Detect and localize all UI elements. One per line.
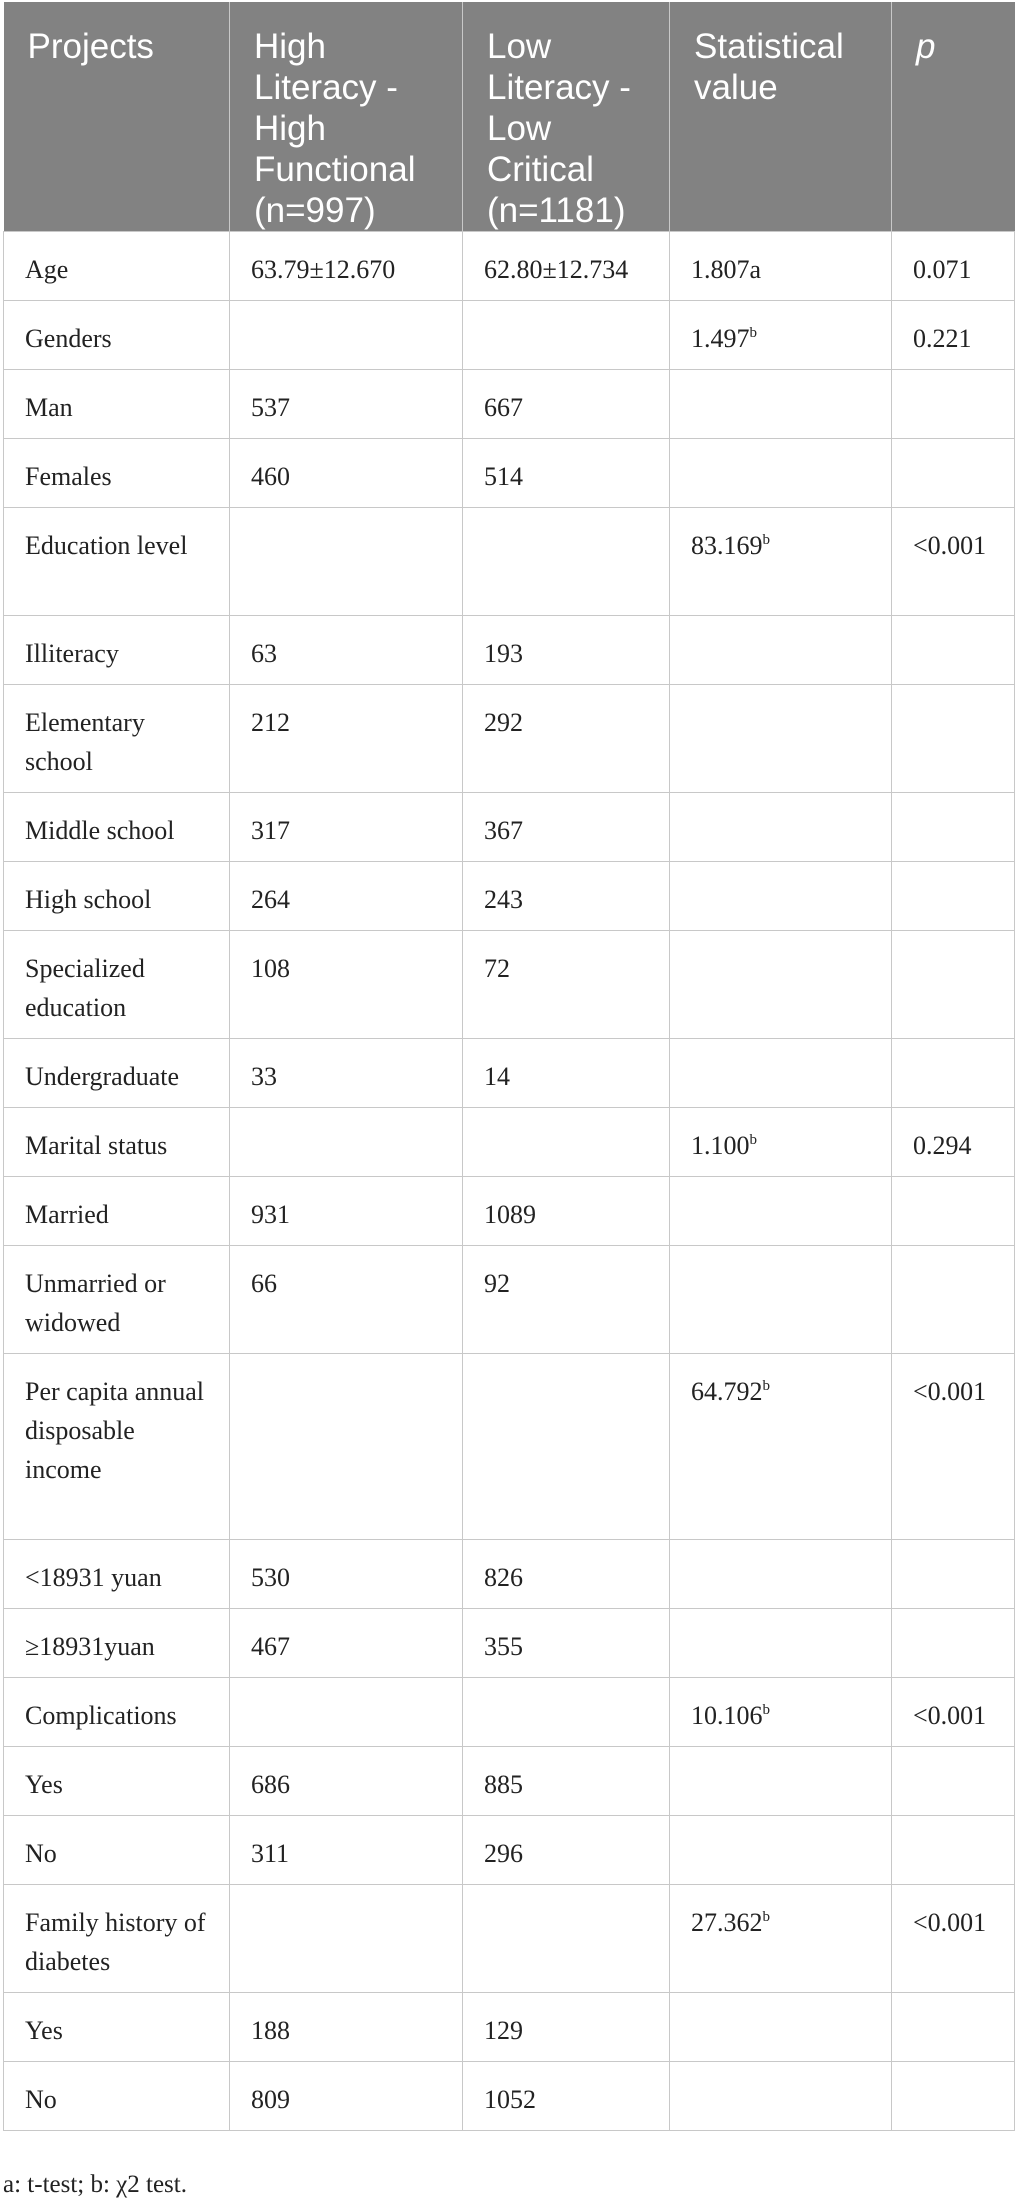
table-row [4,439,1015,508]
header-low-literacy: Low Literacy - Low Critical (n=1181) [463,2,670,232]
row-label: Married [4,1177,230,1246]
row-label: Females [4,439,230,508]
cell-statistical-value [670,1609,892,1678]
table-row [4,301,1015,370]
cell-statistical-value [670,1108,892,1177]
cell-statistical-value [670,1039,892,1108]
row-label: Genders [4,301,230,370]
stat-superscript: b [762,1702,770,1718]
row-label: Middle school [4,793,230,862]
cell-high-literacy: 264 [230,862,463,931]
cell-p-value [892,793,1015,862]
cell-p-value [892,1816,1015,1885]
cell-p-value [892,1177,1015,1246]
row-label: Age [4,232,230,301]
cell-low-literacy [463,1885,670,1993]
cell-statistical-value [670,2062,892,2131]
header-row [4,2,1015,232]
stat-value: 27.362 [691,1908,763,1937]
cell-p-value [892,1246,1015,1354]
row-label: Undergraduate [4,1039,230,1108]
cell-low-literacy: 72 [463,931,670,1039]
cell-statistical-value [670,301,892,370]
cell-high-literacy [230,1108,463,1177]
cell-low-literacy: 514 [463,439,670,508]
row-label: Marital status [4,1108,230,1177]
cell-high-literacy: 108 [230,931,463,1039]
row-label: Elementary school [4,685,230,793]
stat-value: 83.169 [691,531,763,560]
header-projects: Projects [4,2,230,232]
row-label: Yes [4,1993,230,2062]
cell-low-literacy: 92 [463,1246,670,1354]
cell-statistical-value [670,793,892,862]
cell-low-literacy: 129 [463,1993,670,2062]
cell-p-value [892,1540,1015,1609]
table-row [4,1039,1015,1108]
row-label: Education level [4,508,230,616]
cell-statistical-value [670,1885,892,1993]
table-row [4,1540,1015,1609]
cell-p-value: <0.001 [892,1678,1015,1747]
cell-high-literacy [230,1354,463,1540]
table-row [4,685,1015,793]
cell-low-literacy: 826 [463,1540,670,1609]
table-row [4,232,1015,301]
header-statistical-value: Statistical value [670,2,892,232]
cell-p-value [892,931,1015,1039]
stat-value: 64.792 [691,1377,763,1406]
cell-p-value [892,2062,1015,2131]
cell-statistical-value [670,862,892,931]
cell-p-value [892,1039,1015,1108]
cell-low-literacy: 355 [463,1609,670,1678]
cell-high-literacy: 311 [230,1816,463,1885]
row-label: Specialized education [4,931,230,1039]
cell-high-literacy: 63.79±12.670 [230,232,463,301]
cell-high-literacy [230,508,463,616]
cell-high-literacy: 188 [230,1993,463,2062]
cell-high-literacy: 317 [230,793,463,862]
cell-statistical-value [670,1678,892,1747]
cell-p-value: 0.294 [892,1108,1015,1177]
table-body [4,232,1015,2131]
cell-low-literacy: 885 [463,1747,670,1816]
table-row [4,616,1015,685]
stat-superscript: b [749,325,757,341]
row-label: Man [4,370,230,439]
cell-p-value [892,616,1015,685]
header-p [892,2,1015,232]
cell-p-value [892,439,1015,508]
stat-superscript: b [762,532,770,548]
cell-high-literacy: 931 [230,1177,463,1246]
cell-low-literacy [463,1354,670,1540]
table-row [4,1747,1015,1816]
cell-p-value [892,1747,1015,1816]
stat-superscript: b [762,1909,770,1925]
stat-superscript: b [762,1378,770,1394]
cell-statistical-value [670,931,892,1039]
table-row [4,2062,1015,2131]
stat-superscript: b [749,1132,757,1148]
row-label: Unmarried or widowed [4,1246,230,1354]
cell-high-literacy [230,1678,463,1747]
cell-p-value [892,370,1015,439]
cell-low-literacy [463,508,670,616]
stat-value: 1.807a [691,255,762,284]
table-row [4,1993,1015,2062]
cell-low-literacy: 193 [463,616,670,685]
cell-high-literacy: 467 [230,1609,463,1678]
row-label: <18931 yuan [4,1540,230,1609]
cell-p-value: 0.071 [892,232,1015,301]
table-row [4,793,1015,862]
cell-p-value: 0.221 [892,301,1015,370]
table-row [4,1246,1015,1354]
row-label: No [4,1816,230,1885]
cell-statistical-value [670,439,892,508]
cell-low-literacy: 1089 [463,1177,670,1246]
row-label: ≥18931yuan [4,1609,230,1678]
table-row [4,1354,1015,1540]
cell-p-value [892,1993,1015,2062]
cell-statistical-value [670,1816,892,1885]
header-p-label: p [916,27,936,66]
cell-low-literacy: 367 [463,793,670,862]
cell-p-value [892,685,1015,793]
cell-high-literacy: 530 [230,1540,463,1609]
cell-low-literacy: 667 [463,370,670,439]
cell-low-literacy [463,301,670,370]
header-high-literacy: High Literacy - High Functional (n=997) [230,2,463,232]
cell-high-literacy: 66 [230,1246,463,1354]
cell-statistical-value [670,232,892,301]
table-footnote: a: t-test; b: χ2 test. [3,2171,187,2198]
cell-low-literacy: 14 [463,1039,670,1108]
cell-high-literacy: 460 [230,439,463,508]
cell-p-value [892,1609,1015,1678]
cell-p-value: <0.001 [892,1885,1015,1993]
cell-statistical-value [670,370,892,439]
cell-statistical-value [670,685,892,793]
cell-high-literacy [230,301,463,370]
table-row [4,370,1015,439]
table-row [4,931,1015,1039]
stat-value: 10.106 [691,1701,763,1730]
table-row [4,1816,1015,1885]
row-label: Complications [4,1678,230,1747]
stat-value: 1.497 [691,324,750,353]
cell-high-literacy: 33 [230,1039,463,1108]
row-label: High school [4,862,230,931]
table-row [4,1885,1015,1993]
cell-low-literacy: 296 [463,1816,670,1885]
cell-high-literacy [230,1885,463,1993]
cell-statistical-value [670,1747,892,1816]
table-row [4,1177,1015,1246]
stat-value: 1.100 [691,1131,750,1160]
cell-low-literacy: 1052 [463,2062,670,2131]
cell-p-value: <0.001 [892,508,1015,616]
cell-statistical-value [670,1177,892,1246]
cell-statistical-value [670,1993,892,2062]
cell-low-literacy [463,1108,670,1177]
row-label: Yes [4,1747,230,1816]
table-row [4,862,1015,931]
baseline-characteristics-table [3,2,1015,2131]
cell-high-literacy: 212 [230,685,463,793]
cell-statistical-value [670,1540,892,1609]
cell-statistical-value [670,616,892,685]
row-label: Family history of diabetes [4,1885,230,1993]
cell-statistical-value [670,508,892,616]
cell-p-value: <0.001 [892,1354,1015,1540]
cell-high-literacy: 63 [230,616,463,685]
table-row [4,1108,1015,1177]
cell-statistical-value [670,1246,892,1354]
cell-low-literacy: 62.80±12.734 [463,232,670,301]
cell-high-literacy: 809 [230,2062,463,2131]
cell-low-literacy [463,1678,670,1747]
row-label: Illiteracy [4,616,230,685]
row-label: Per capita annual disposable income [4,1354,230,1540]
row-label: No [4,2062,230,2131]
table-row [4,1609,1015,1678]
cell-high-literacy: 686 [230,1747,463,1816]
cell-statistical-value [670,1354,892,1540]
cell-high-literacy: 537 [230,370,463,439]
cell-low-literacy: 292 [463,685,670,793]
cell-p-value [892,862,1015,931]
table-row [4,1678,1015,1747]
cell-low-literacy: 243 [463,862,670,931]
table-row [4,508,1015,616]
